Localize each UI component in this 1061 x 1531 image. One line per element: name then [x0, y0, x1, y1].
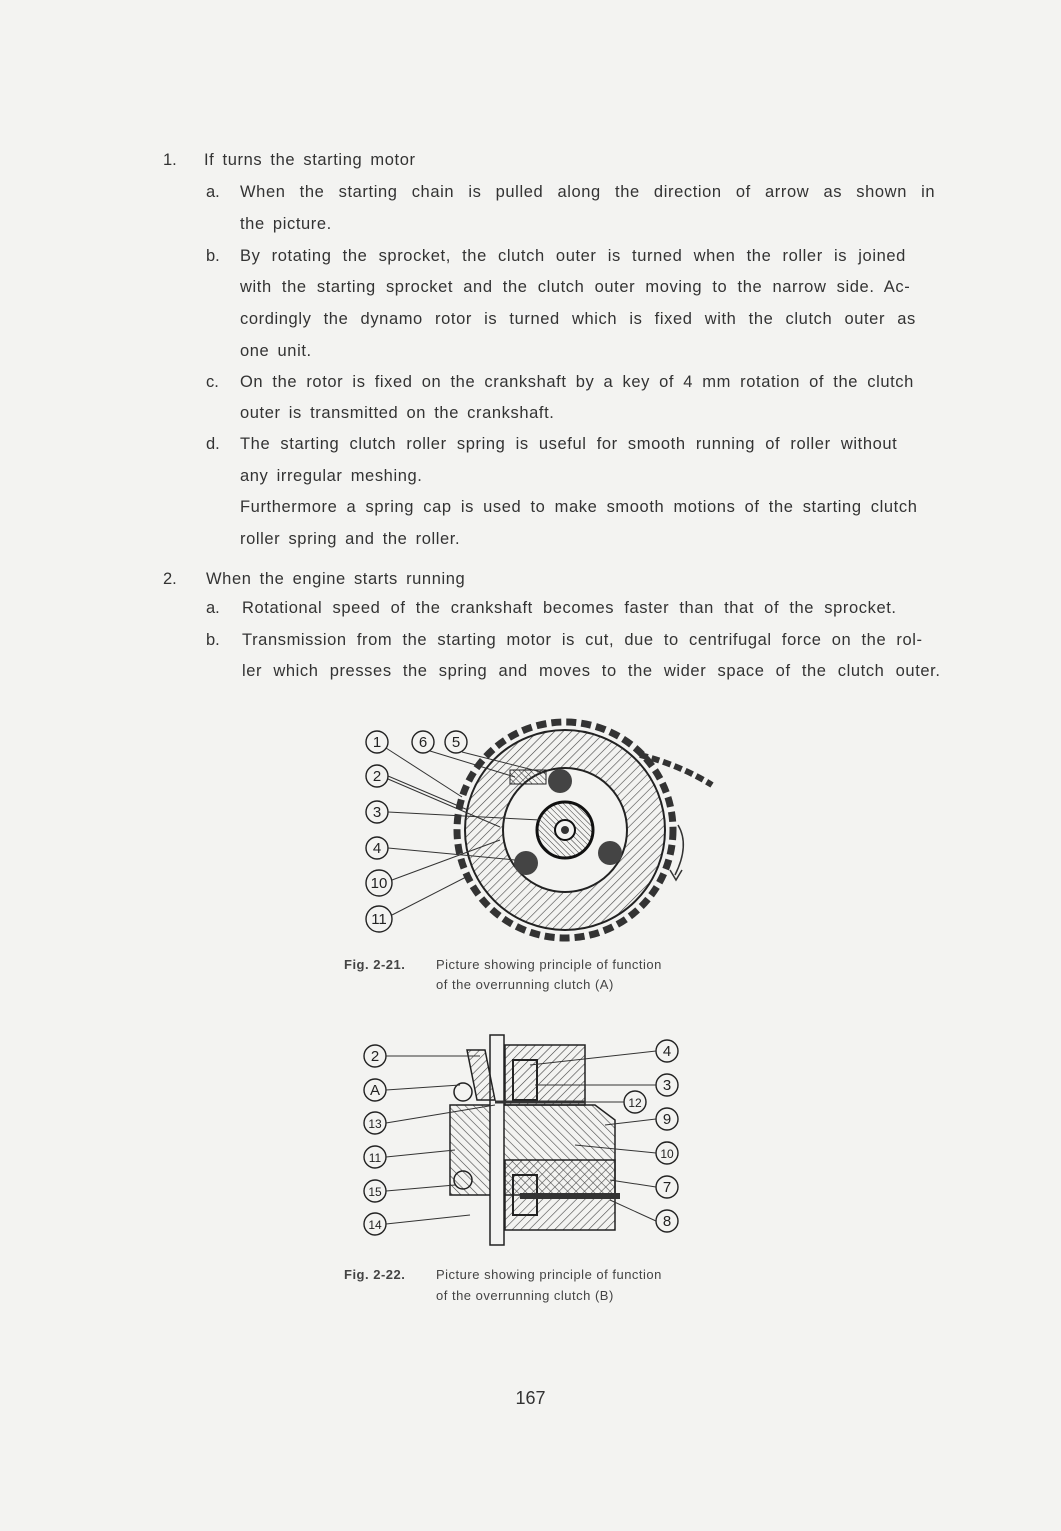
figure-2-22-caption-line-2: of the overrunning clutch (B): [436, 1288, 614, 1303]
fig2-callout-A: A: [369, 1082, 381, 1099]
figure-2-22-caption: [344, 1267, 662, 1282]
fig2-callout-8: 8: [662, 1213, 672, 1230]
fig2-callout-15: 15: [368, 1185, 382, 1199]
section-1-heading: If turns the starting motor: [204, 151, 416, 169]
item-2b-line-1: Transmission from the starting motor is cut, due to centrifugal force on the rol-: [242, 631, 923, 649]
item-1b-line-2: with the starting sprocket and the clutch outer moving to the narrow side. Ac-: [240, 278, 911, 296]
fig2-callout-11: 11: [368, 1151, 382, 1165]
item-1b-line-4: one unit.: [240, 342, 312, 360]
fig1-callout-5: 5: [451, 734, 461, 751]
fig2-callout-13: 13: [368, 1117, 382, 1131]
item-2b-line-2: ler which presses the spring and moves to the wider space of the clutch outer.: [242, 662, 941, 680]
item-1b-line-3: cordingly the dynamo rotor is turned which is fixed with the clutch outer as: [240, 310, 916, 328]
fig2-callout-4: 4: [662, 1043, 672, 1060]
fig2-callout-10: 10: [660, 1147, 674, 1161]
page-number: 167: [515, 1388, 546, 1408]
item-1c-marker: c.: [206, 373, 219, 391]
item-2a-marker: a.: [206, 599, 220, 617]
figure-2-21-label: Fig. 2-21.: [344, 957, 406, 972]
item-1b-marker: b.: [206, 247, 220, 265]
item-1d-marker: d.: [206, 435, 220, 453]
item-2b-marker: b.: [206, 631, 220, 649]
item-1d-line-2: any irregular meshing.: [240, 467, 423, 485]
figure-2-21-caption: [344, 957, 662, 972]
figure-2-22-caption-line-1: Picture showing principle of function: [436, 1267, 662, 1282]
fig2-callout-14: 14: [368, 1218, 382, 1232]
fig1-callout-6: 6: [418, 734, 428, 751]
fig2-callout-9: 9: [662, 1111, 672, 1128]
fig1-callout-1: 1: [372, 734, 382, 751]
section-1-number: 1.: [163, 151, 177, 169]
fig2-callout-7: 7: [662, 1179, 672, 1196]
fig2-callout-12: 12: [628, 1096, 642, 1110]
fig1-callout-11: 11: [371, 911, 387, 928]
section-2-heading: When the engine starts running: [206, 570, 466, 588]
item-1a-marker: a.: [206, 183, 220, 201]
figure-2-21-caption-line-2: of the overrunning clutch (A): [436, 977, 614, 992]
figure-2-22-diagram: [355, 1030, 695, 1255]
item-1d-line-1: The starting clutch roller spring is useful for smooth running of roller without: [240, 435, 898, 453]
fig2-callout-2: 2: [370, 1048, 380, 1065]
figure-2-22-label: Fig. 2-22.: [344, 1267, 406, 1282]
fig1-callout-4: 4: [372, 840, 382, 857]
figure-2-21-diagram: [350, 715, 730, 950]
fig1-callout-10: 10: [370, 875, 388, 892]
item-1c-line-2: outer is transmitted on the crankshaft.: [240, 404, 555, 422]
item-1a-line-1: When the starting chain is pulled along the direction of arrow as shown in: [240, 183, 936, 201]
item-1d-line-4: roller spring and the roller.: [240, 530, 461, 548]
item-1d-line-3: Furthermore a spring cap is used to make smooth motions of the starting clutch: [240, 498, 918, 516]
fig1-callout-2: 2: [372, 768, 382, 785]
fig1-callout-3: 3: [372, 804, 382, 821]
item-1c-line-1: On the rotor is fixed on the crankshaft by a key of 4 mm rotation of the clutch: [240, 373, 914, 391]
figure-2-22-caption-cont: [344, 1288, 614, 1303]
section-2-number: 2.: [163, 570, 177, 588]
item-2a-line-1: Rotational speed of the crankshaft becomes faster than that of the sprocket.: [242, 599, 897, 617]
fig2-callout-3: 3: [662, 1077, 672, 1094]
figure-2-21-caption-cont: [344, 977, 614, 992]
item-1b-line-1: By rotating the sprocket, the clutch outer is turned when the roller is joined: [240, 247, 906, 265]
item-1a-line-2: the picture.: [240, 215, 332, 233]
figure-2-21-caption-line-1: Picture showing principle of function: [436, 957, 662, 972]
